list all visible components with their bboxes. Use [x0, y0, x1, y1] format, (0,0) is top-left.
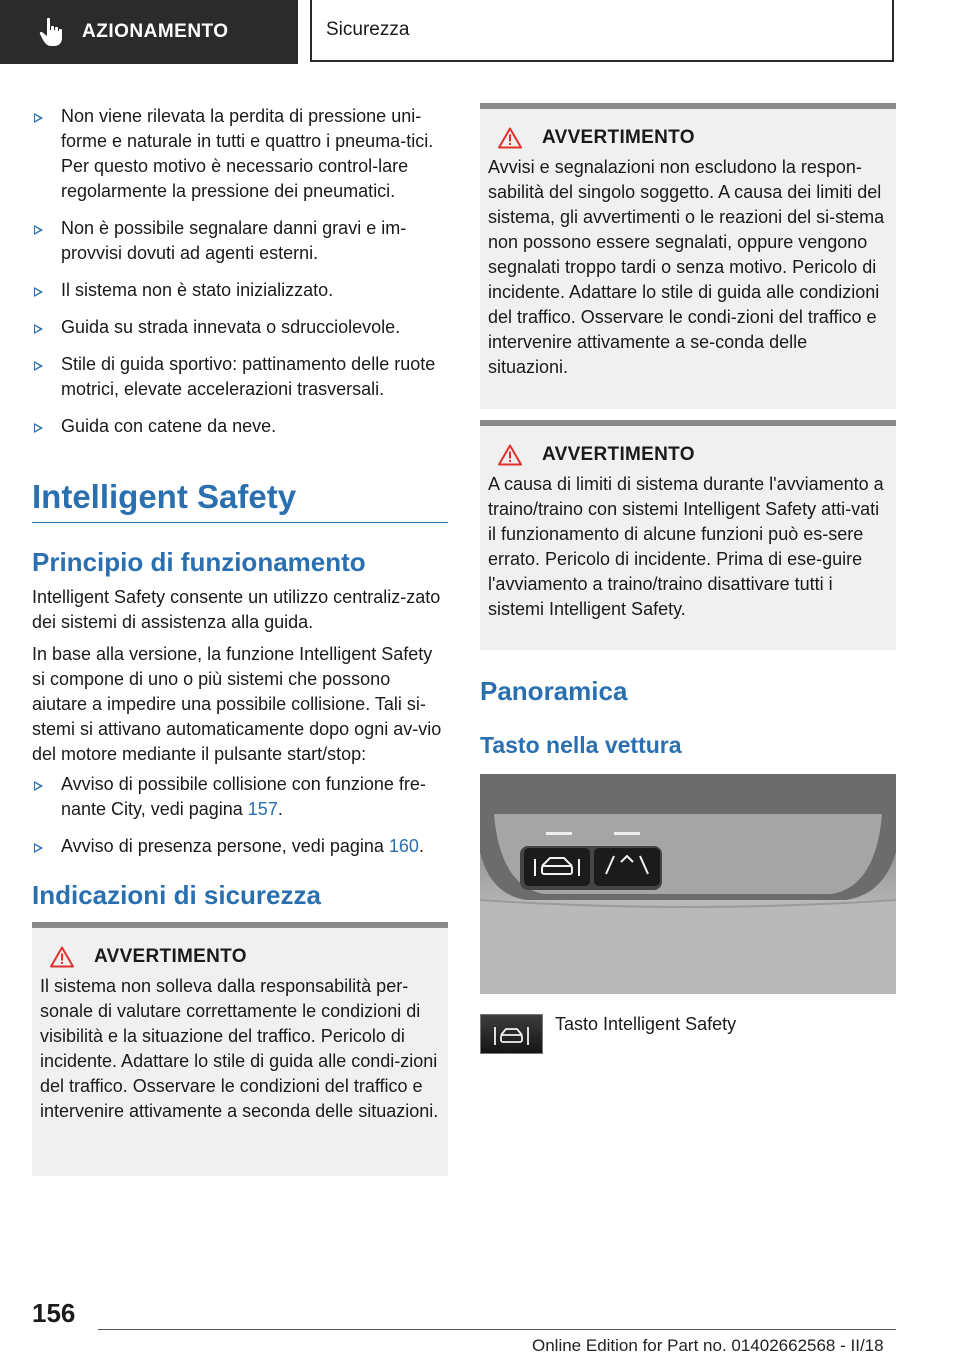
section-tab[interactable]	[310, 0, 894, 62]
bullet-triangle-icon	[34, 843, 43, 853]
limits-list	[32, 104, 448, 451]
console-illustration	[480, 774, 896, 994]
systems-list	[32, 772, 448, 871]
page-link-160[interactable]: 160	[388, 836, 419, 856]
warning-box-towing	[480, 420, 896, 650]
chapter-tab[interactable]	[0, 0, 298, 64]
bullet-triangle-icon	[34, 361, 43, 371]
bullet-triangle-icon	[34, 781, 43, 791]
intelligent-safety-button-photo	[480, 774, 896, 994]
principle-heading: Principio di funzionamento	[32, 547, 366, 577]
list-item: Avviso di presenza persone, vedi pagina 160.	[32, 834, 448, 859]
button-legend: Tasto Intelligent Safety	[555, 1014, 737, 1034]
overview-heading: Panoramica	[480, 676, 628, 706]
section-label: Sicurezza	[326, 19, 410, 40]
footer-divider	[98, 1329, 896, 1330]
chapter-label: AZIONAMENTO	[82, 21, 229, 42]
warning-text: Avvisi e segnalazioni non escludono la respon-sabilità del singolo soggetto. A causa dei limiti del sistema, gli avvertimenti o le reazioni del si-stema non possono essere segnalati, oppure vengono segnalati troppo tardi o senza motivo. Pericolo di incidente. Adattare lo stile di guida alle condizioni del traffico. Osservare le condi-zioni del traffico e intervenire attivamente a se-conda delle situazioni.	[488, 157, 885, 377]
list-item: Guida su strada innevata o sdrucciolevole.	[32, 315, 448, 340]
bullet-triangle-icon	[34, 287, 43, 297]
list-item: Il sistema non è stato inizializzato.	[32, 278, 448, 303]
bullet-triangle-icon	[34, 324, 43, 334]
warning-text: A causa di limiti di sistema durante l'avviamento a traino/traino con sistemi Intelligent Safety atti-vati il funzionamento di alcune funzioni può es-sere errato. Pericolo di incidente. Prima di ese-guire l'avviamento a traino/traino disattivare tutti i sistemi Intelligent Safety.	[488, 474, 884, 619]
safety-heading: Indicazioni di sicurezza	[32, 880, 321, 910]
warning-triangle-icon	[50, 946, 74, 968]
list-item: Guida con catene da neve.	[32, 414, 448, 439]
warning-box-safety	[32, 922, 448, 1176]
page-title: Intelligent Safety	[32, 478, 448, 523]
list-item: Non è possibile segnalare danni gravi e im-provvisi dovuti ad agenti esterni.	[32, 216, 448, 266]
warning-title: AVVERTIMENTO	[542, 127, 695, 148]
page-number: 156	[32, 1298, 76, 1328]
warning-box-responsibility	[480, 103, 896, 409]
page-link-157[interactable]: 157	[247, 799, 278, 819]
bullet-triangle-icon	[34, 225, 43, 235]
warning-triangle-icon	[498, 444, 522, 466]
warning-triangle-icon	[498, 127, 522, 149]
warning-text: Il sistema non solleva dalla responsabilità per-sonale di valutare correttamente le condizioni di visibilità e la situazione del traffico. Pericolo di incidente. Adattare lo stile di guida alle condi-zioni del traffico. Osservare le condizioni del traffico e intervenire attivamente a seconda delle situazioni.	[40, 976, 439, 1121]
list-item: Non viene rilevata la perdita di pressione uni-forme e naturale in tutti e quattro i pneuma-tici. Per questo motivo è necessario control-lare regolarmente la pressione dei pneumatici.	[32, 104, 448, 204]
intelligent-safety-button-icon	[480, 1014, 543, 1054]
edition-text: Online Edition for Part no. 01402662568 - II/18	[532, 1336, 884, 1355]
hand-pointer-icon	[38, 17, 66, 47]
warning-title: AVVERTIMENTO	[94, 946, 247, 967]
principle-paragraph-2: In base alla versione, la funzione Intelligent Safety si compone di uno o più sistemi che possono aiutare a impedire una possibile collisione. Tali si-stemi si attivano automaticamente dopo ogni av-vio del motore mediante il pulsante start/stop:	[32, 644, 442, 764]
bullet-triangle-icon	[34, 423, 43, 433]
button-heading: Tasto nella vettura	[480, 732, 682, 758]
principle-paragraph-1: Intelligent Safety consente un utilizzo centraliz-zato dei sistemi di assistenza alla guida.	[32, 587, 441, 632]
bullet-triangle-icon	[34, 113, 43, 123]
warning-title: AVVERTIMENTO	[542, 444, 695, 465]
list-item: Avviso di possibile collisione con funzione fre-nante City, vedi pagina 157.	[32, 772, 448, 822]
list-item: Stile di guida sportivo: pattinamento delle ruote motrici, elevate accelerazioni trasversali.	[32, 352, 448, 402]
